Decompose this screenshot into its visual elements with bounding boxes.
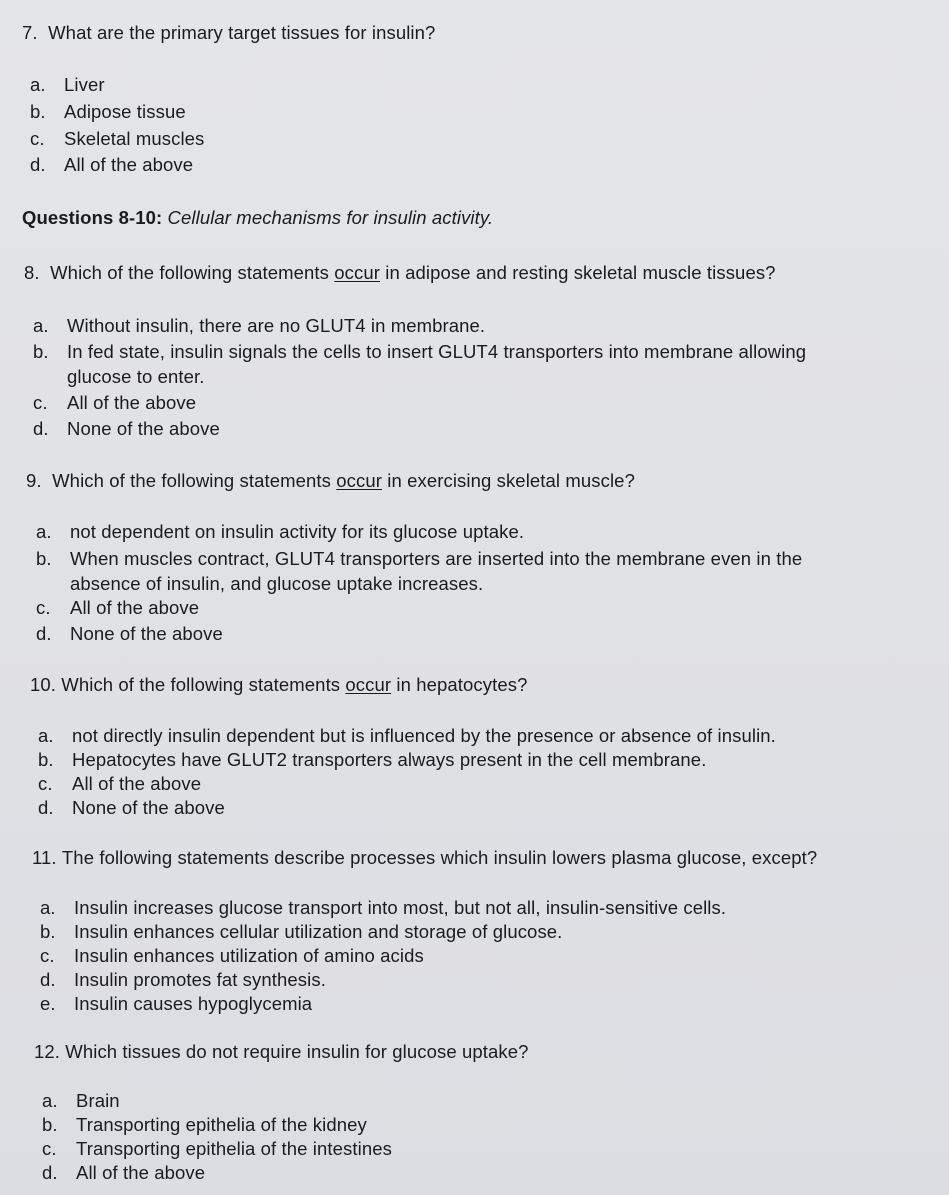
question-text: Which tissues do not require insulin for glucose uptake?: [65, 1041, 529, 1062]
option-text: Insulin increases glucose transport into most, but not all, insulin-sensitive cells.: [74, 897, 727, 918]
option-text: not directly insulin dependent but is influenced by the presence or absence of insulin.: [72, 725, 776, 746]
option-text: Brain: [76, 1090, 120, 1111]
question-number: 12.: [34, 1041, 61, 1062]
option-letter: c.: [40, 945, 55, 966]
option-letter: d.: [33, 418, 49, 439]
section-label: Questions 8-10:: [22, 207, 163, 228]
option-text: Insulin causes hypoglycemia: [74, 993, 313, 1014]
option-text: None of the above: [70, 623, 223, 644]
option-text-continued: absence of insulin, and glucose uptake increases.: [70, 573, 484, 594]
question-text-pre: Which of the following statements: [50, 262, 335, 283]
underlined-word: occur: [336, 470, 382, 491]
option-8b-continued: [67, 366, 204, 388]
option-letter: d.: [30, 154, 46, 175]
question-number: 9.: [26, 470, 42, 491]
option-text: All of the above: [76, 1162, 206, 1183]
question-12: [34, 1041, 529, 1063]
option-letter: b.: [38, 749, 54, 770]
question-text-post: in exercising skeletal muscle?: [382, 470, 635, 491]
option-text: Adipose tissue: [64, 101, 186, 122]
option-text: All of the above: [67, 392, 197, 413]
option-letter: b.: [40, 921, 56, 942]
option-text: All of the above: [64, 154, 194, 175]
question-number: 10.: [30, 674, 57, 695]
option-text: Without insulin, there are no GLUT4 in membrane.: [67, 315, 486, 336]
option-letter: a.: [33, 315, 49, 336]
option-letter: c.: [38, 773, 53, 794]
option-letter: b.: [30, 101, 46, 122]
option-text: Insulin enhances cellular utilization and storage of glucose.: [74, 921, 563, 942]
underlined-word: occur: [334, 262, 380, 283]
question-text-post: in adipose and resting skeletal muscle tissues?: [380, 262, 776, 283]
option-text: Insulin enhances utilization of amino acids: [74, 945, 424, 966]
option-text: All of the above: [70, 597, 200, 618]
underlined-word: occur: [345, 674, 392, 695]
option-letter: d.: [42, 1162, 58, 1183]
option-text: not dependent on insulin activity for its glucose uptake.: [70, 521, 525, 542]
option-text: Hepatocytes have GLUT2 transporters always present in the cell membrane.: [72, 749, 707, 770]
section-heading: [22, 207, 493, 229]
option-letter: a.: [38, 725, 54, 746]
option-letter: d.: [40, 969, 56, 990]
option-letter: c.: [42, 1138, 57, 1159]
question-7: [22, 22, 435, 44]
option-text: Insulin promotes fat synthesis.: [74, 969, 326, 990]
question-11: [32, 847, 817, 869]
option-letter: c.: [36, 597, 51, 618]
option-text: None of the above: [67, 418, 220, 439]
option-text: All of the above: [72, 773, 202, 794]
option-letter: e.: [40, 993, 56, 1014]
question-text-pre: Which of the following statements: [52, 470, 337, 491]
option-letter: a.: [40, 897, 56, 918]
question-9: [26, 470, 635, 492]
question-10: [30, 674, 528, 696]
option-letter: c.: [30, 128, 45, 149]
option-text: When muscles contract, GLUT4 transporters are inserted into the membrane even in the: [70, 548, 803, 569]
option-text-continued: glucose to enter.: [67, 366, 205, 387]
option-letter: c.: [33, 392, 48, 413]
question-number: 11.: [32, 847, 57, 868]
option-text: Liver: [64, 74, 105, 95]
option-letter: b.: [42, 1114, 58, 1135]
option-letter: a.: [42, 1090, 58, 1111]
option-text: Skeletal muscles: [64, 128, 205, 149]
option-9b-continued: [70, 573, 483, 595]
option-letter: a.: [30, 74, 46, 95]
question-text: The following statements describe processes which insulin lowers plasma glucose, except?: [61, 847, 818, 868]
section-title: Cellular mechanisms for insulin activity.: [167, 207, 494, 228]
option-letter: b.: [36, 548, 52, 569]
question-8: [24, 262, 776, 284]
option-letter: b.: [33, 341, 49, 362]
question-number: 8.: [24, 262, 40, 283]
option-letter: d.: [36, 623, 52, 644]
question-text-pre: Which of the following statements: [61, 674, 346, 695]
option-text: In fed state, insulin signals the cells to insert GLUT4 transporters into membrane allowing: [67, 341, 807, 362]
option-text: None of the above: [72, 797, 225, 818]
option-letter: a.: [36, 521, 52, 542]
option-text: Transporting epithelia of the kidney: [76, 1114, 367, 1135]
question-number: 7.: [22, 22, 38, 43]
option-letter: d.: [38, 797, 54, 818]
option-text: Transporting epithelia of the intestines: [76, 1138, 392, 1159]
question-text: What are the primary target tissues for insulin?: [48, 22, 436, 43]
question-text-post: in hepatocytes?: [391, 674, 528, 695]
